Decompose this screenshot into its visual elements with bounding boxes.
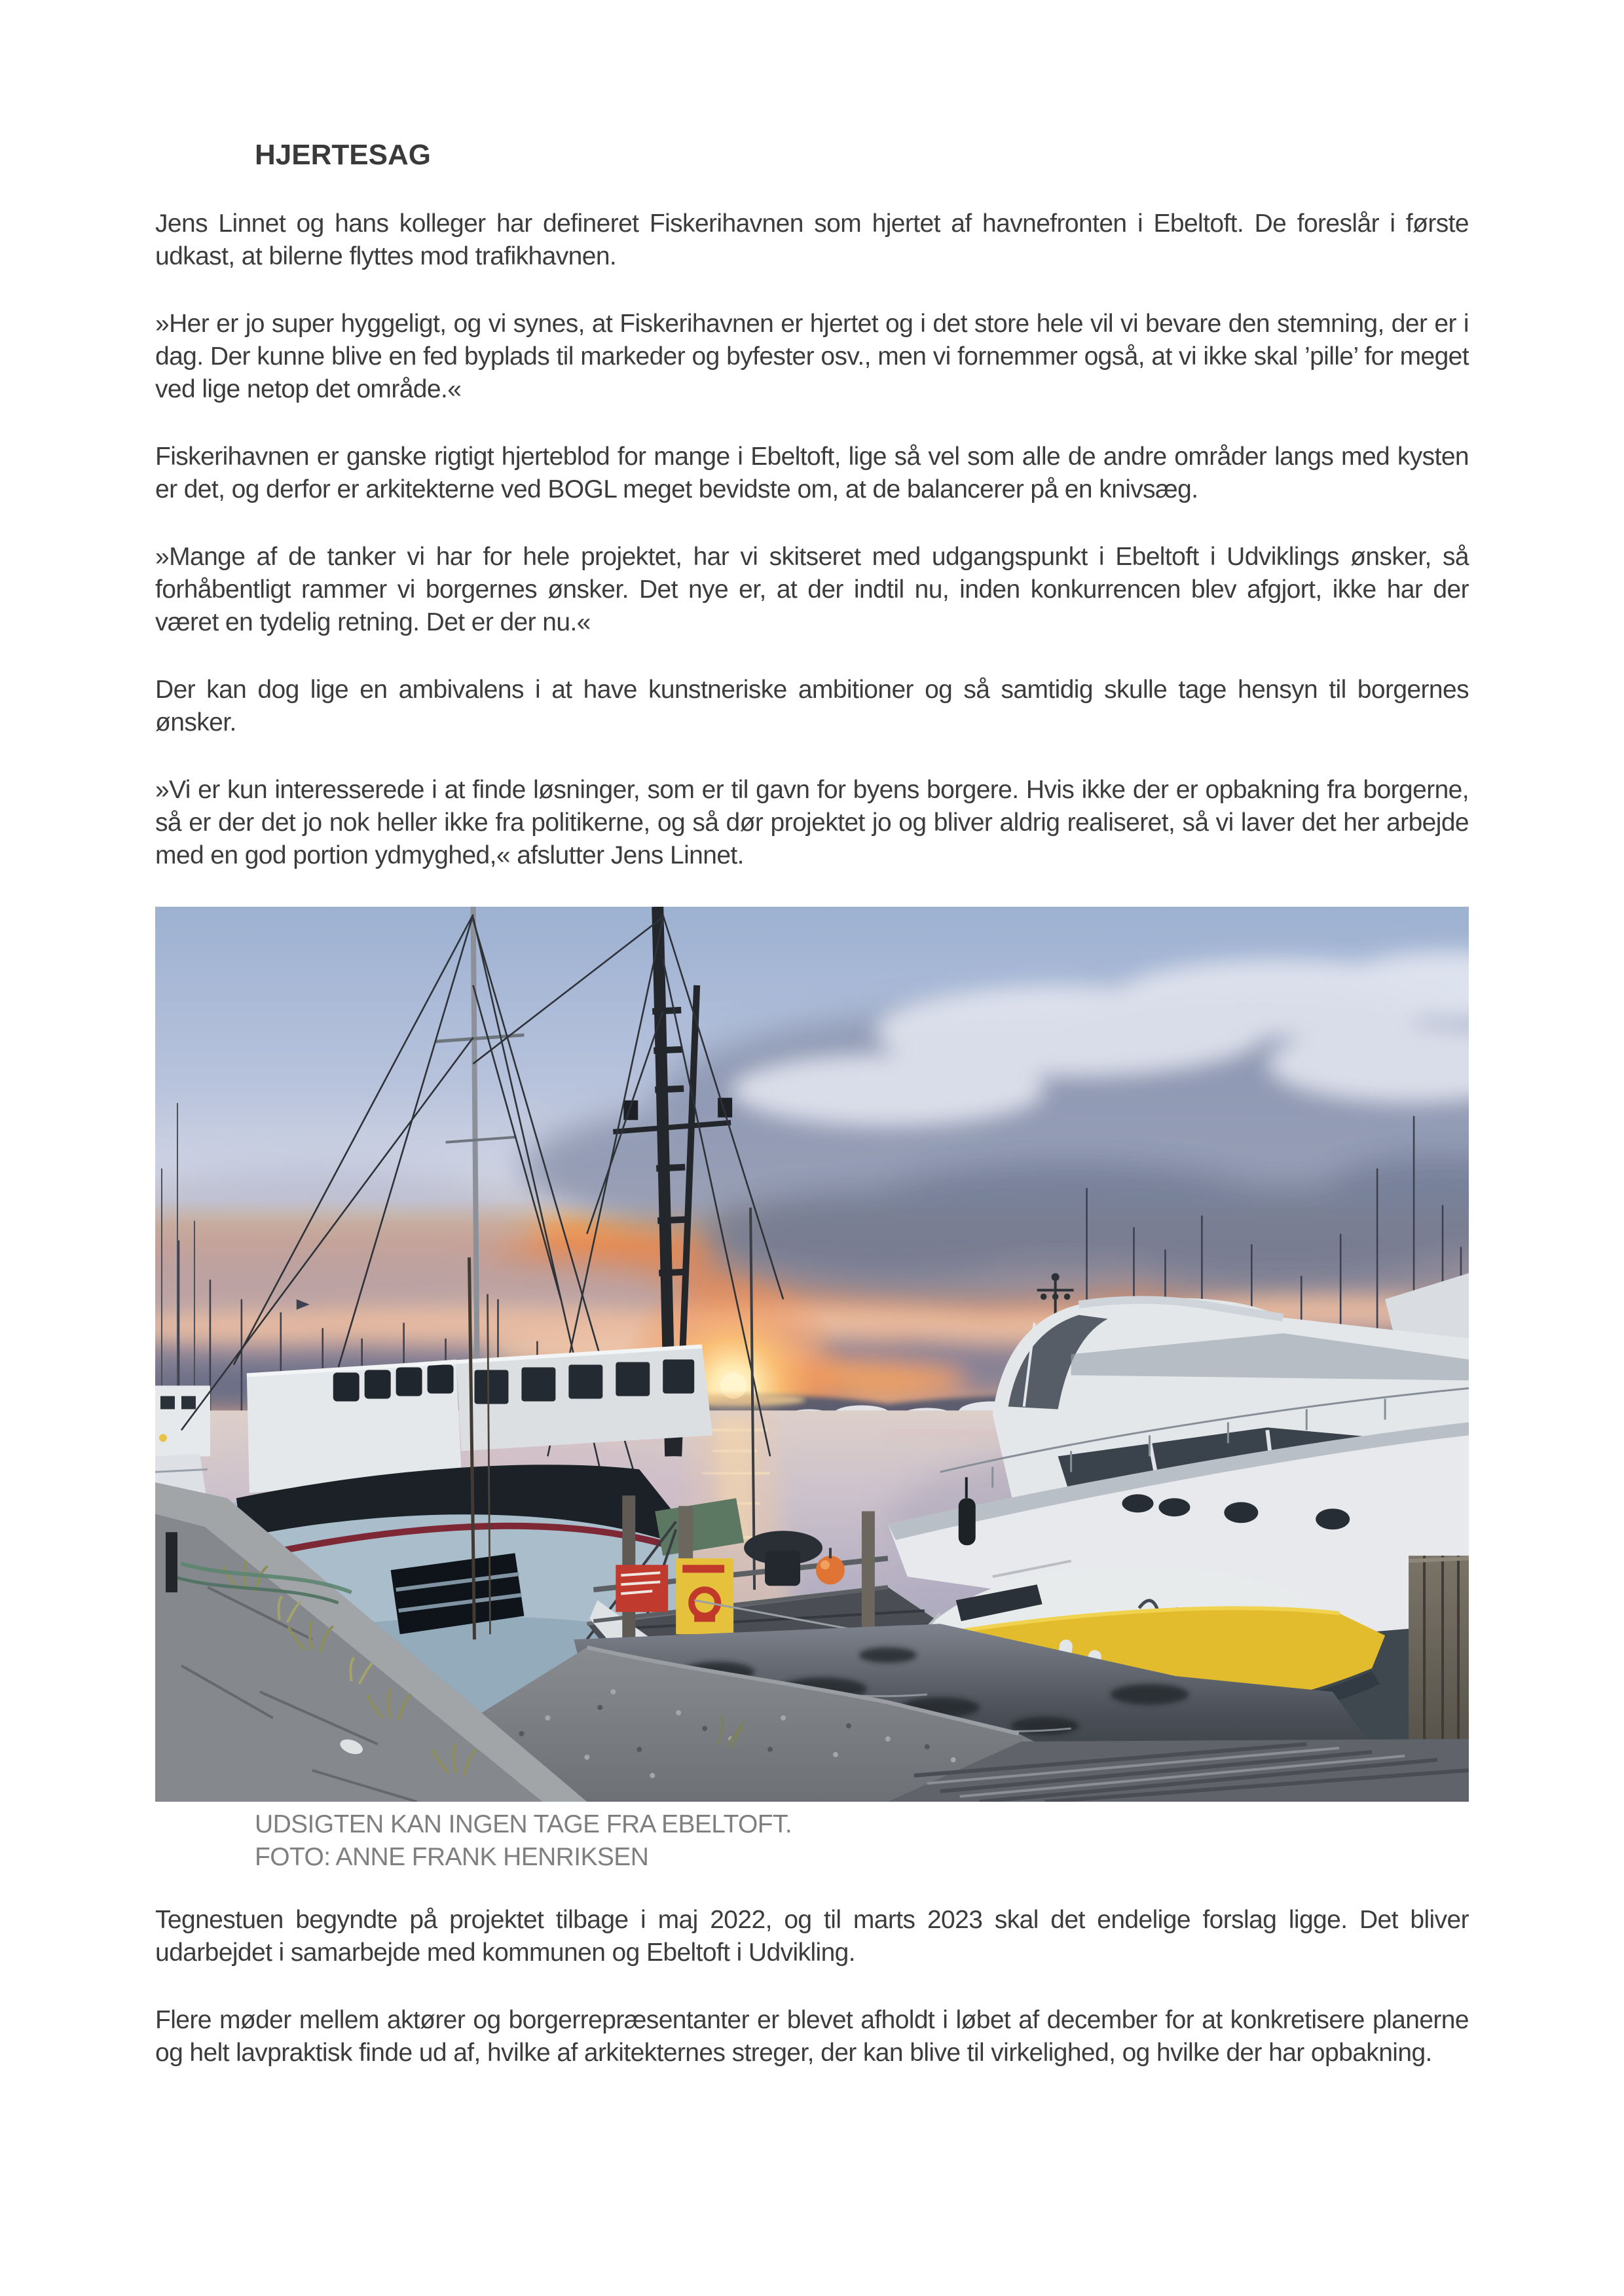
photo-caption: UDSIGTEN KAN INGEN TAGE FRA EBELTOFT. — [255, 1810, 792, 1838]
paragraph-2: »Her er jo super hyggeligt, og vi synes, at Fiskerihavnen er hjertet og i det store hele vil vi bevare den stemning, der er i dag. Der kunne blive en fed byplads til markeder og byfester osv., men vi fornemmer også, at vi ikke skal ’pille’ for meget ved lige netop det område.« — [155, 310, 1469, 403]
harbor-photo — [155, 907, 1469, 1802]
photo-credit: FOTO: ANNE FRANK HENRIKSEN — [255, 1843, 649, 1871]
paragraph-3: Fiskerihavnen er ganske rigtigt hjerteblod for mange i Ebeltoft, lige så vel som alle de andre områder langs med kysten er det, og derfor er arkitekterne ved BOGL meget bevidste om, at de balancerer på en knivsæg. — [155, 443, 1469, 503]
photo-caption-block — [255, 1808, 1469, 1874]
paragraph-5: Der kan dog lige en ambivalens i at have kunstneriske ambitioner og så samtidig skulle tage hensyn til borgernes ønsker. — [155, 676, 1469, 737]
paragraph-6: »Vi er kun interesserede i at finde løsninger, som er til gavn for byens borgere. Hvis ikke der er opbakning fra borgerne, så er der det jo nok heller ikke fra politikerne, og så dør projektet jo og bliver aldrig realiseret, så vi laver det her arbejde med en god portion ydmyghed,« afslutter Jens Linnet. — [155, 776, 1469, 869]
article-body — [155, 139, 1469, 2104]
paragraph-8: Flere møder mellem aktører og borgerrepræsentanter er blevet afholdt i løbet af december for at konkretisere planerne og helt lavpraktisk finde ud af, hvilke af arkitekternes streger, der kan blive til virkelighed, og hvilke der har opbakning. — [155, 2006, 1469, 2067]
paragraph-1: Jens Linnet og hans kolleger har defineret Fiskerihavnen som hjertet af havnefronten i Ebeltoft. De foreslår i første udkast, at bilerne flyttes mod trafikhavnen. — [155, 210, 1469, 270]
paragraph-4: »Mange af de tanker vi har for hele projektet, har vi skitseret med udgangspunkt i Ebeltoft i Udviklings ønsker, så forhåbentligt rammer vi borgernes ønsker. Det nye er, at der indtil nu, inden konkurrencen blev afgjort, ikke har der været en tydelig retning. Det er der nu.« — [155, 543, 1469, 636]
paragraph-7: Tegnestuen begyndte på projektet tilbage i maj 2022, og til marts 2023 skal det endelige forslag ligge. Det bliver udarbejdet i samarbejde med kommunen og Ebeltoft i Udvikling. — [155, 1906, 1469, 1967]
article-heading: HJERTESAG — [255, 139, 431, 171]
